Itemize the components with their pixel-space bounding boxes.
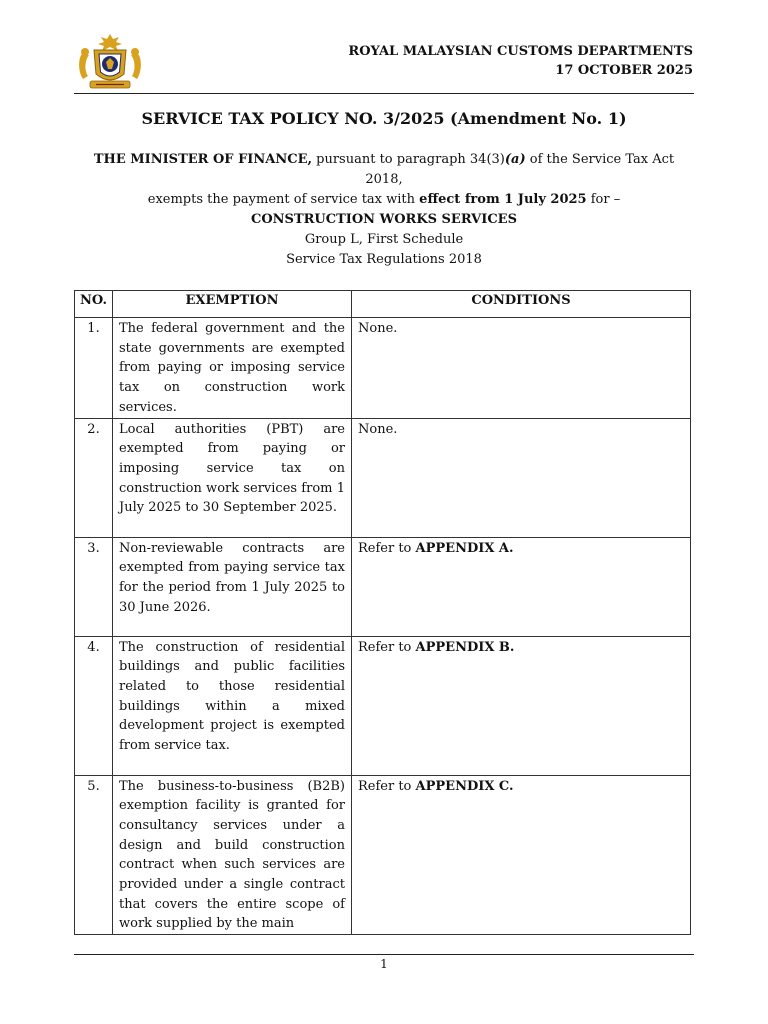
conditions-cell: None.: [352, 418, 691, 537]
conditions-cell: Refer to APPENDIX B.: [352, 636, 691, 775]
header-divider: [74, 93, 694, 94]
appendix-reference: APPENDIX C.: [415, 778, 514, 794]
document-date: 17 OCTOBER 2025: [555, 63, 693, 78]
document-title: SERVICE TAX POLICY NO. 3/2025 (Amendment No. 1): [141, 109, 627, 128]
row-number: 5.: [75, 775, 113, 935]
appendix-reference: APPENDIX B.: [415, 639, 515, 655]
conditions-cell: Refer to APPENDIX C.: [352, 775, 691, 935]
subject-heading: CONSTRUCTION WORKS SERVICES: [251, 212, 517, 227]
table-row: [75, 318, 691, 419]
row-number: 2.: [75, 418, 113, 537]
exemption-cell: Local authorities (PBT) are exempted from paying or imposing service tax on construction work services from 1 July 2025 to 30 September 2025.: [113, 418, 352, 537]
table-row: [75, 537, 691, 636]
exemption-table: [74, 290, 691, 935]
row-number: 1.: [75, 318, 113, 419]
table-row: [75, 636, 691, 775]
row-number: 4.: [75, 636, 113, 775]
page-number: 1: [380, 957, 388, 971]
exemption-cell: The federal government and the state governments are exempted from paying or imposing service tax on construction work services.: [113, 318, 352, 419]
subject-line-1: Group L, First Schedule: [304, 232, 464, 247]
table-row: [75, 418, 691, 537]
conditions-cell: None.: [352, 318, 691, 419]
table-header-row: [75, 291, 691, 318]
appendix-reference: APPENDIX A.: [415, 540, 514, 556]
exemption-cell: The business-to-business (B2B) exemption facility is granted for consultancy services under a design and build construction contract when such services are provided under a single contract that covers the entire scope of work supplied by the main: [113, 775, 352, 935]
table-row: [75, 775, 691, 935]
column-header-no: NO.: [75, 291, 113, 318]
agency-name: ROYAL MALAYSIAN CUSTOMS DEPARTMENTS: [348, 44, 693, 59]
effective-date: effect from 1 July 2025: [419, 192, 587, 207]
document-header: [348, 42, 693, 80]
intro-paragraph: THE MINISTER OF FINANCE, pursuant to paragraph 34(3)(a) of the Service Tax Act 2018, exempts the payment of service tax with effect from 1 July 2025 for –: [93, 152, 675, 207]
subject-line-2: Service Tax Regulations 2018: [286, 252, 482, 267]
row-number: 3.: [75, 537, 113, 636]
exemption-cell: Non-reviewable contracts are exempted from paying service tax for the period from 1 July 2025 to 30 June 2026.: [113, 537, 352, 636]
footer-divider: [74, 954, 694, 955]
malaysia-coat-of-arms-icon: [74, 32, 146, 92]
exemption-cell: The construction of residential buildings and public facilities related to those residential buildings within a mixed development project is exempted from service tax.: [113, 636, 352, 775]
subject-block: [0, 210, 768, 270]
column-header-exemption: EXEMPTION: [113, 291, 352, 318]
column-header-conditions: CONDITIONS: [352, 291, 691, 318]
minister-label: THE MINISTER OF FINANCE,: [93, 152, 313, 167]
conditions-cell: Refer to APPENDIX A.: [352, 537, 691, 636]
